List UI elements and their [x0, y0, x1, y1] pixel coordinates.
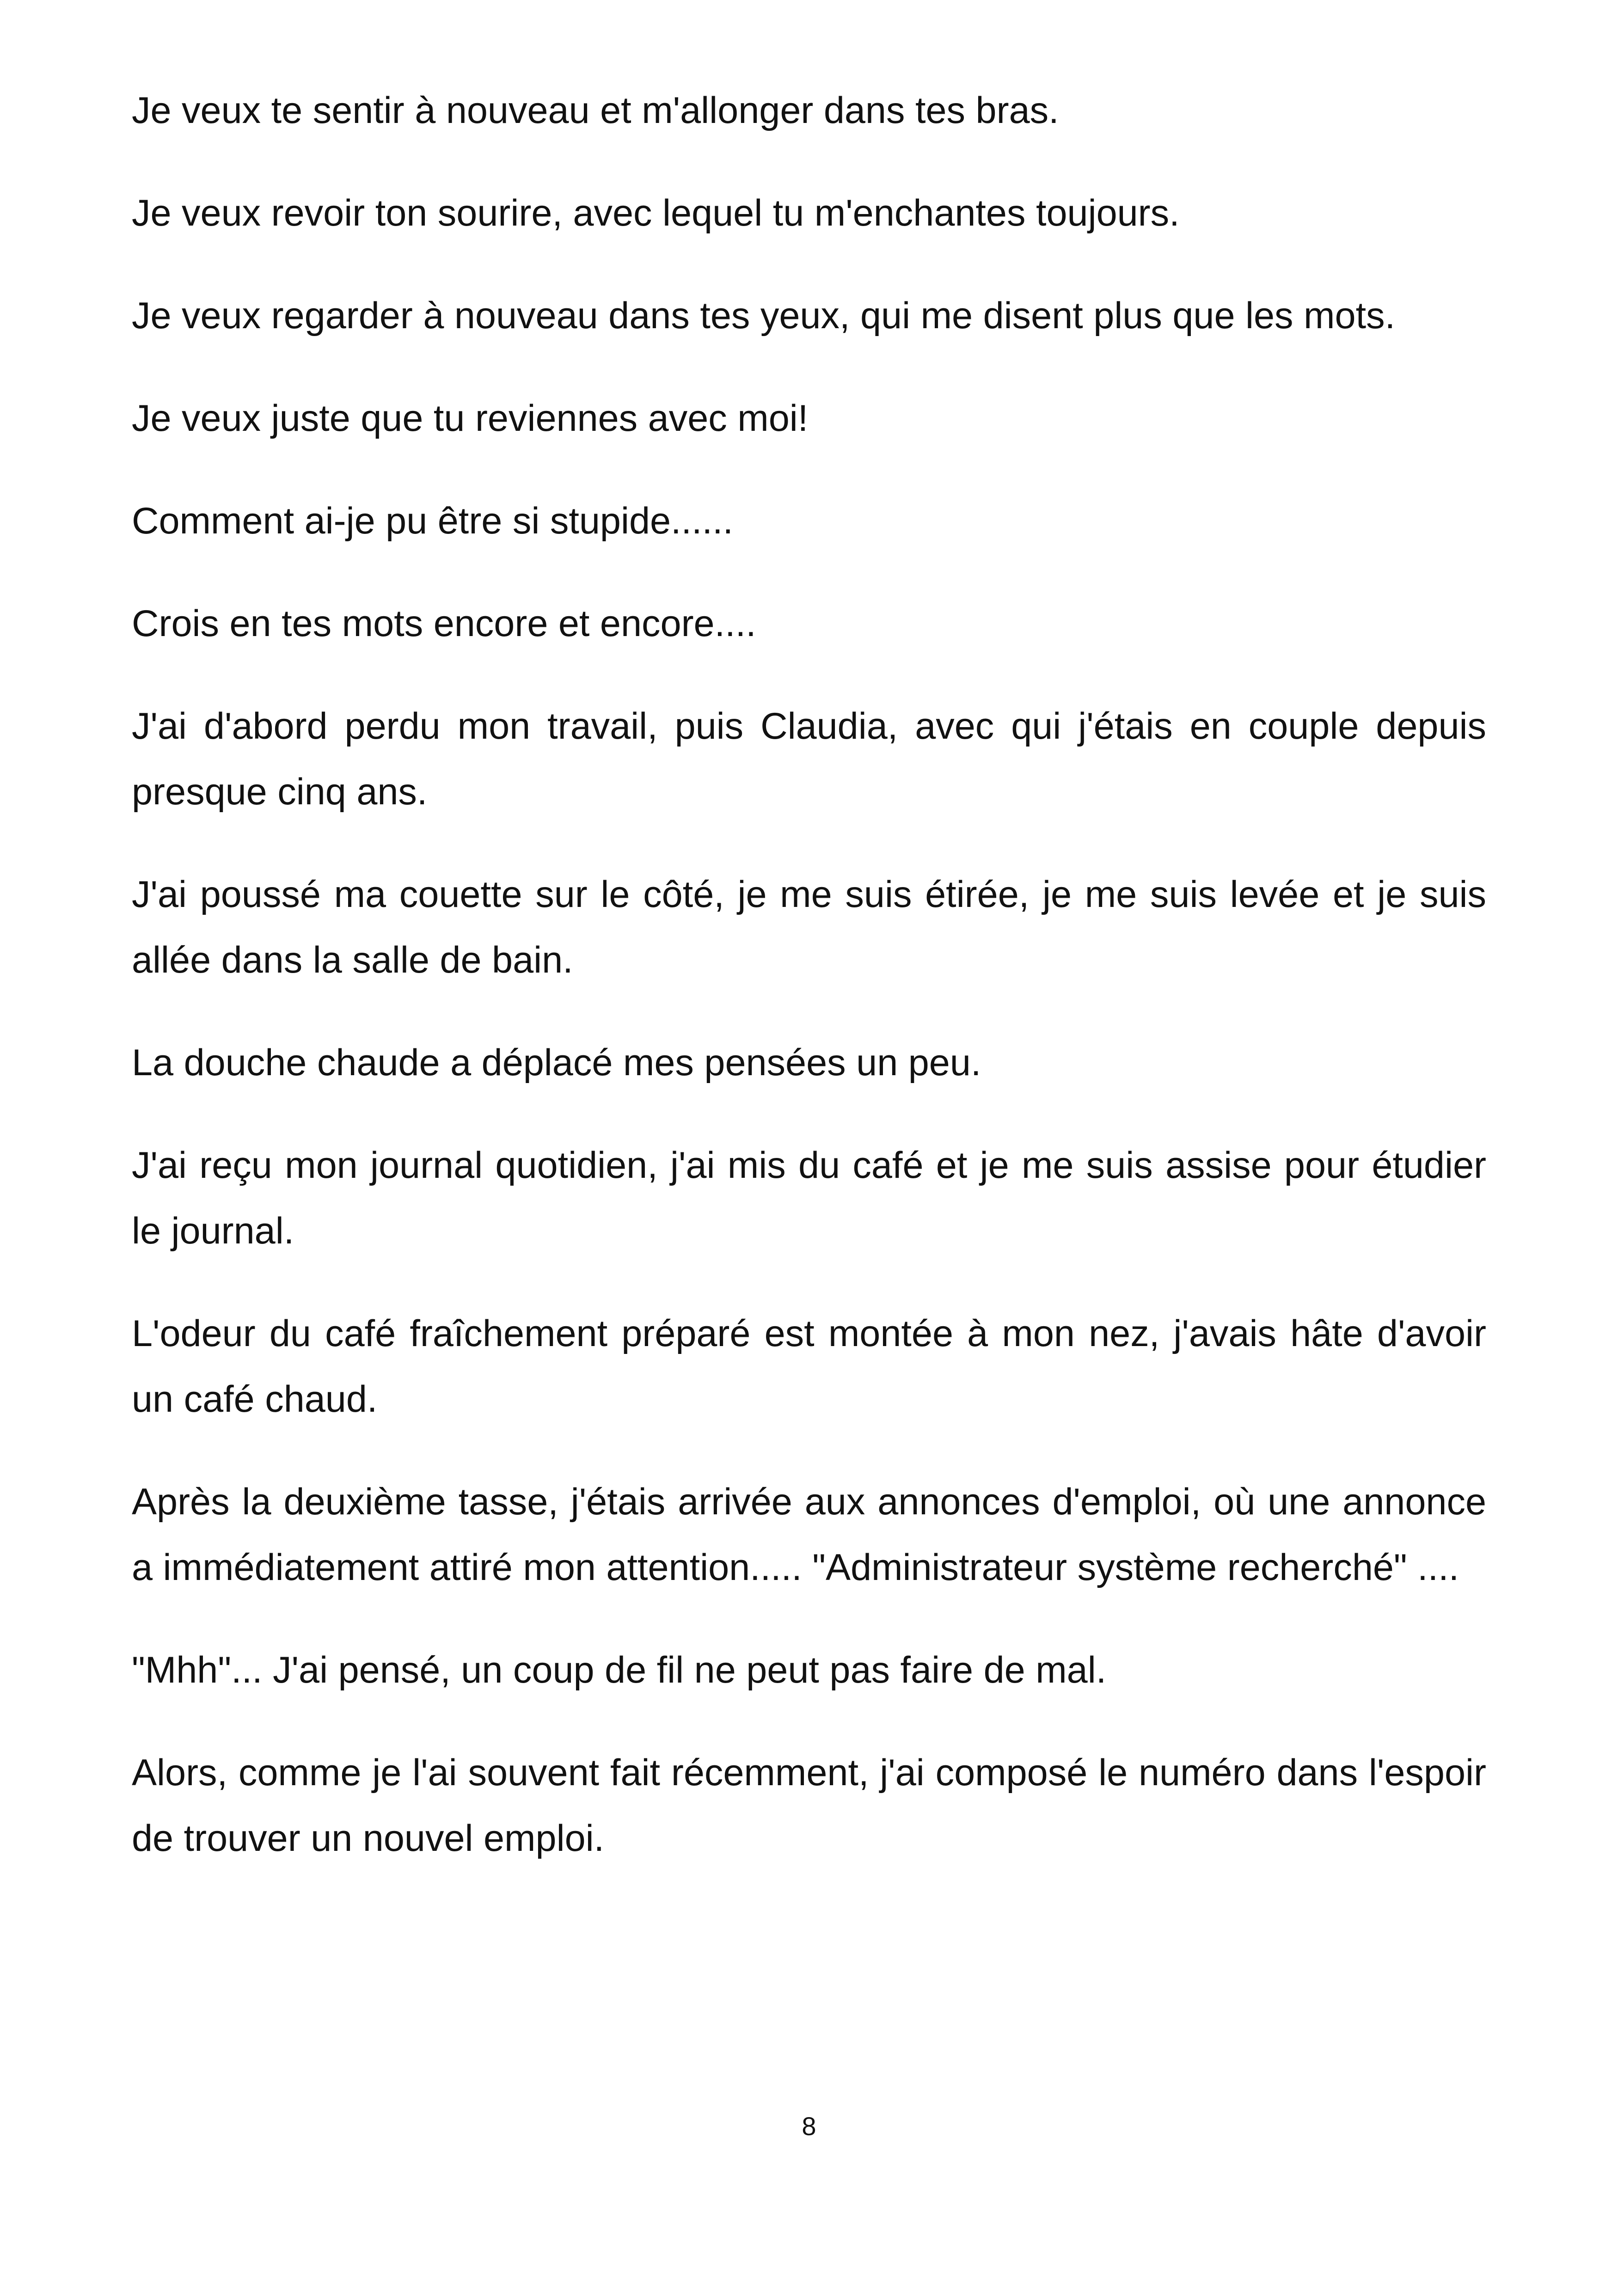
paragraph: Crois en tes mots encore et encore....	[132, 603, 756, 644]
paragraph: Comment ai-je pu être si stupide......	[132, 500, 734, 542]
paragraph: "Mhh"... J'ai pensé, un coup de fil ne peut pas faire de mal.	[132, 1649, 1107, 1691]
paragraph: J'ai poussé ma couette sur le côté, je me suis étirée, je me suis levée et je suis allée dans la salle de bain.	[132, 874, 1486, 981]
paragraph: L'odeur du café fraîchement préparé est montée à mon nez, j'avais hâte d'avoir un café chaud.	[132, 1313, 1486, 1420]
paragraph: Je veux revoir ton sourire, avec lequel tu m'enchantes toujours.	[132, 192, 1180, 234]
page-number: 8	[802, 2112, 816, 2141]
paragraph: Je veux te sentir à nouveau et m'allonger dans tes bras.	[132, 90, 1059, 131]
paragraph: Je veux regarder à nouveau dans tes yeux, qui me disent plus que les mots.	[132, 295, 1396, 337]
paragraph: J'ai d'abord perdu mon travail, puis Claudia, avec qui j'étais en couple depuis presque cinq ans.	[132, 705, 1486, 813]
paragraph: Je veux juste que tu reviennes avec moi!	[132, 398, 809, 439]
text-body	[132, 78, 1486, 1908]
paragraph: J'ai reçu mon journal quotidien, j'ai mis du café et je me suis assise pour étudier le journal.	[132, 1145, 1486, 1252]
paragraph: La douche chaude a déplacé mes pensées un peu.	[132, 1042, 981, 1084]
paragraph: Alors, comme je l'ai souvent fait récemment, j'ai composé le numéro dans l'espoir de trouver un nouvel emploi.	[132, 1752, 1486, 1859]
paragraph: Après la deuxième tasse, j'étais arrivée aux annonces d'emploi, où une annonce a immédiatement attiré mon attention..... "Administrateur système recherché" ....	[132, 1481, 1486, 1588]
